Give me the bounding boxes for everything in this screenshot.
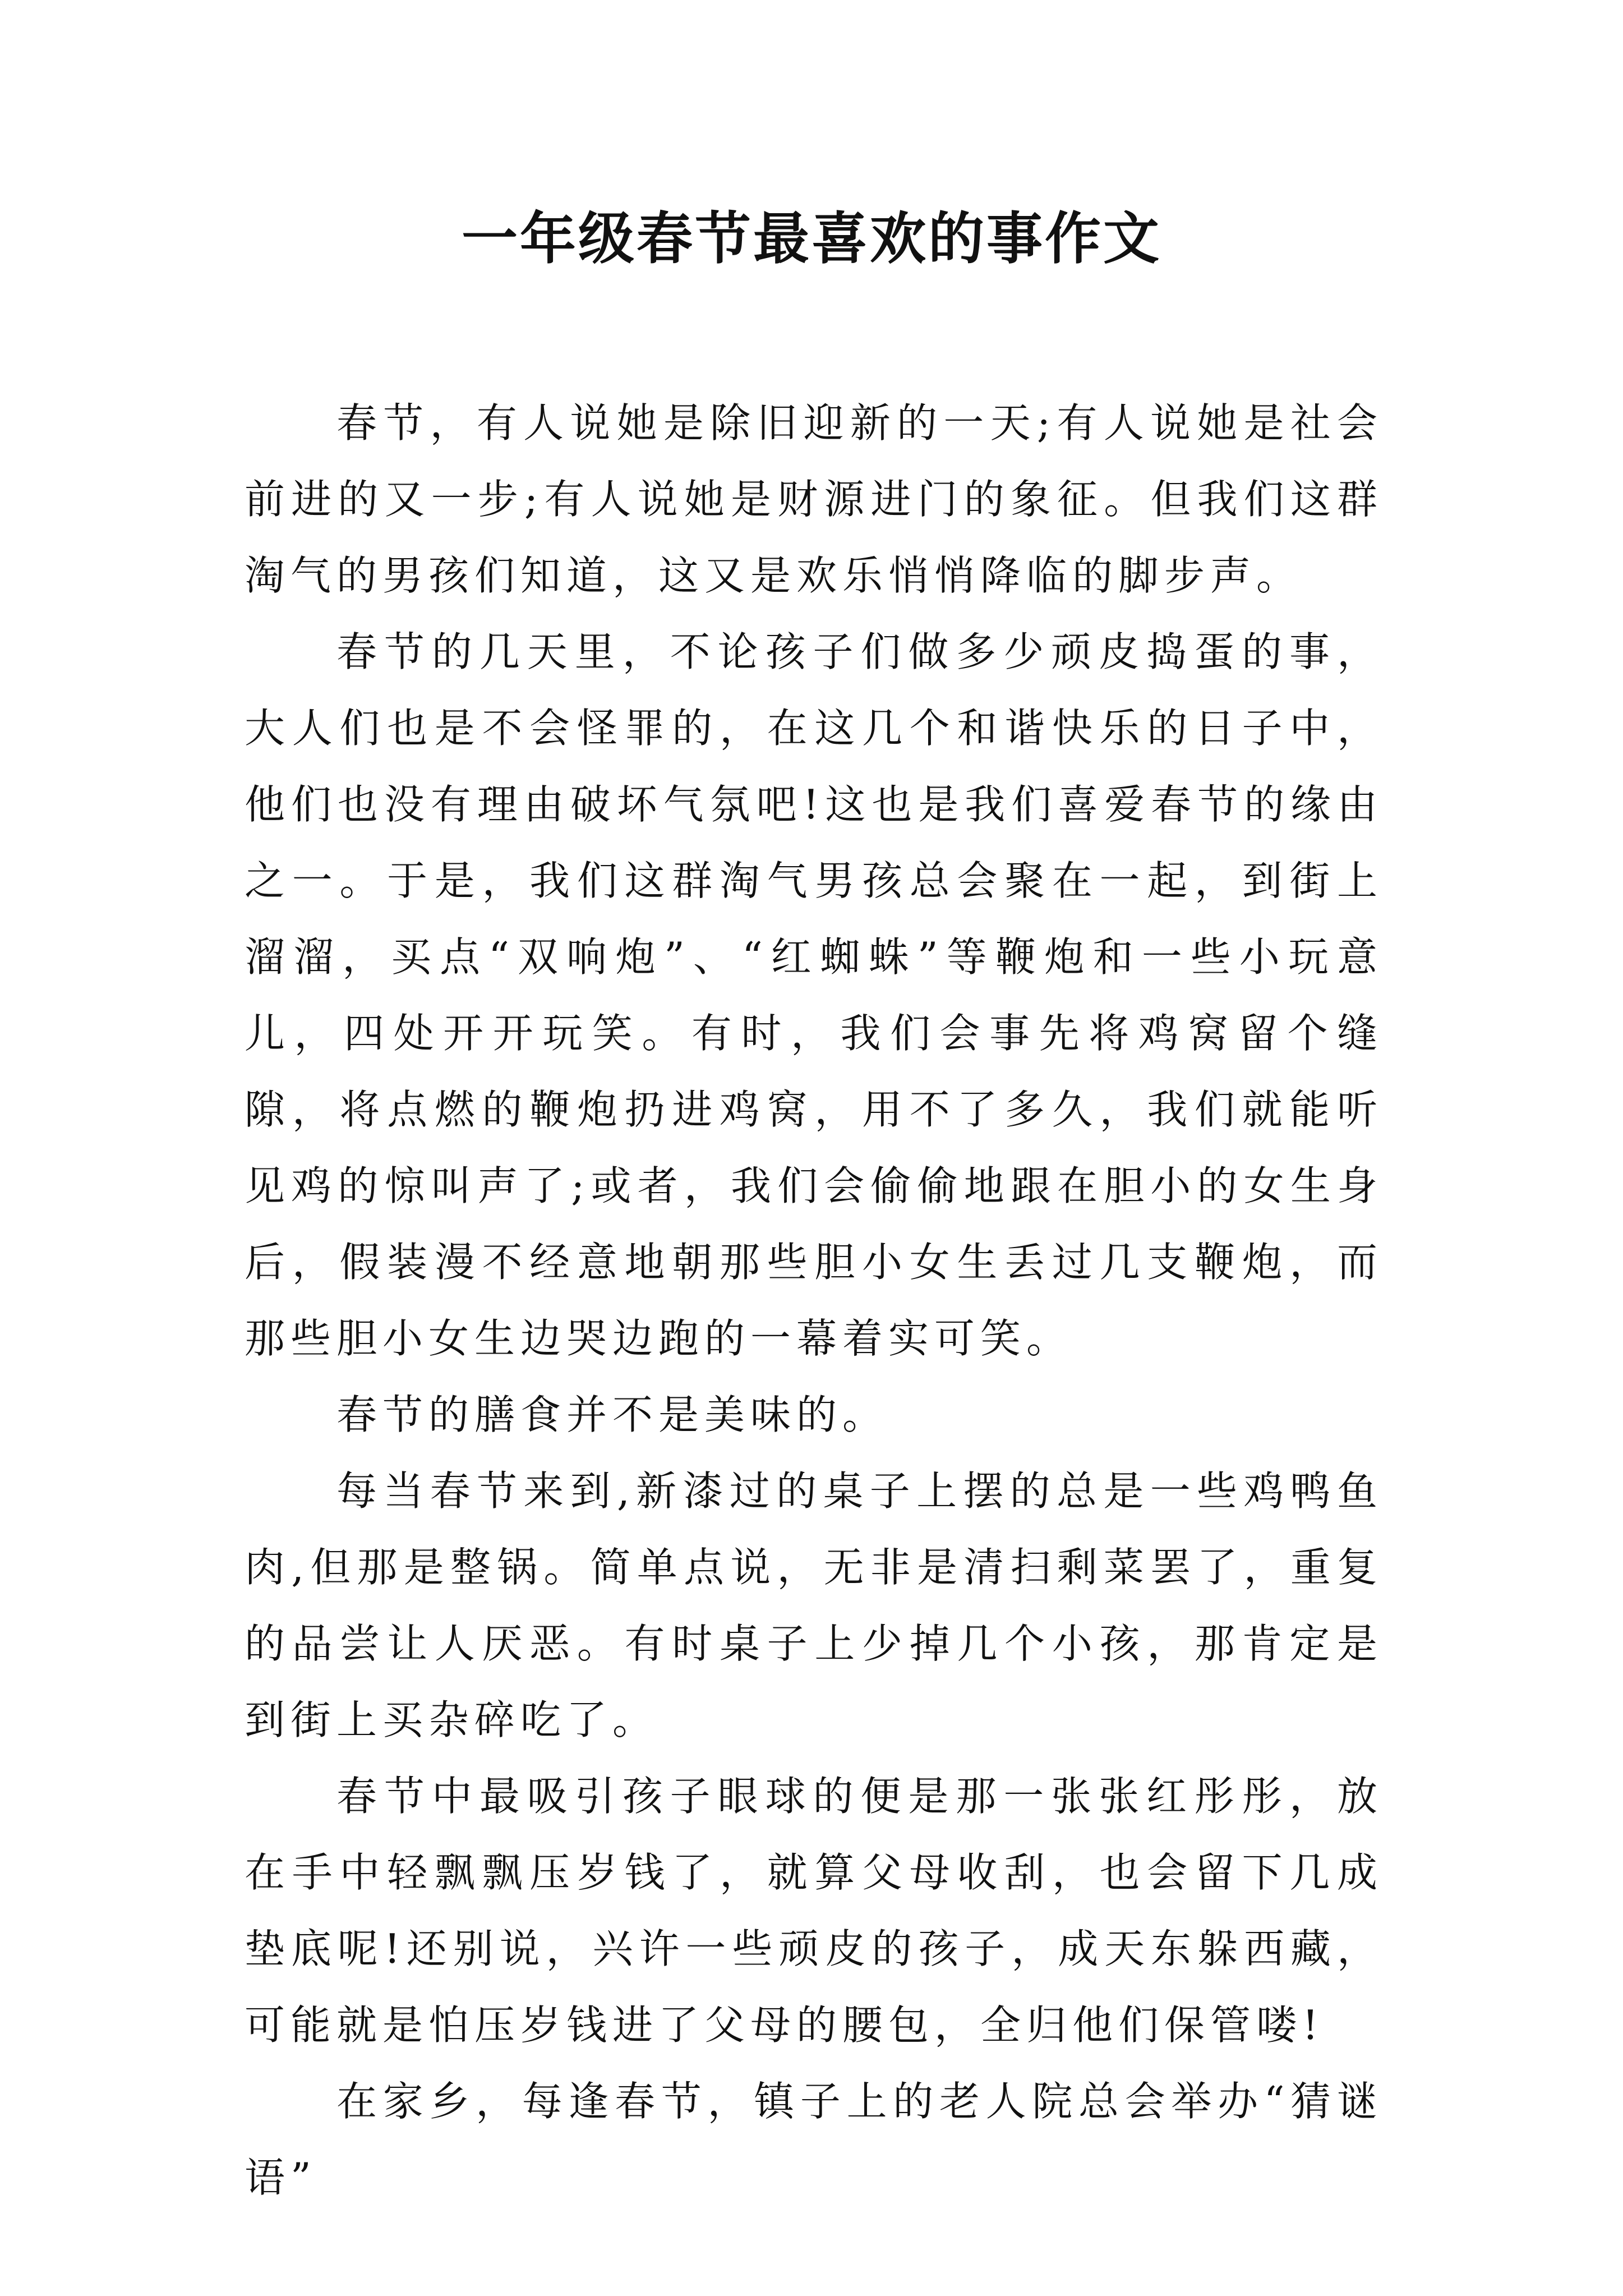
document-body — [245, 385, 1383, 2216]
paragraph: 春节中最吸引孩子眼球的便是那一张张红彤彤，放在手中轻飘飘压岁钱了，就算父母收刮，也会留下几成垫底呢!还别说，兴许一些顽皮的孩子，成天东躲西藏，可能就是怕压岁钱进了父母的腰包，全归他们保管喽! — [245, 1773, 1383, 2049]
paragraph: 在家乡，每逢春节，镇子上的老人院总会举办“猜谜语” — [245, 2078, 1383, 2201]
document-title: 一年级春节最喜欢的事作文 — [462, 205, 1161, 272]
paragraph: 春节的几天里，不论孩子们做多少顽皮捣蛋的事，大人们也是不会怪罪的，在这几个和谐快乐的日子中，他们也没有理由破坏气氛吧!这也是我们喜爱春节的缘由之一。于是，我们这群淘气男孩总会聚在一起，到街上溜溜，买点“双响炮”、“红蜘蛛”等鞭炮和一些小玩意儿，四处开开玩笑。有时，我们会事先将鸡窝留个缝隙，将点燃的鞭炮扔进鸡窝，用不了多久，我们就能听见鸡的惊叫声了;或者，我们会偷偷地跟在胆小的女生身后，假装漫不经意地朝那些胆小女生丢过几支鞭炮，而那些胆小女生边哭边跑的一幕着实可笑。 — [245, 628, 1383, 1362]
paragraph: 春节，有人说她是除旧迎新的一天;有人说她是社会前进的又一步;有人说她是财源进门的象征。但我们这群淘气的男孩们知道，这又是欢乐悄悄降临的脚步声。 — [245, 399, 1383, 599]
paragraph: 春节的膳食并不是美味的。 — [336, 1391, 889, 1438]
paragraph: 每当春节来到,新漆过的桌子上摆的总是一些鸡鸭鱼肉,但那是整锅。简单点说，无非是清扫剩菜罢了，重复的品尝让人厌恶。有时桌子上少掉几个小孩，那肯定是到街上买杂碎吃了。 — [245, 1467, 1383, 1743]
